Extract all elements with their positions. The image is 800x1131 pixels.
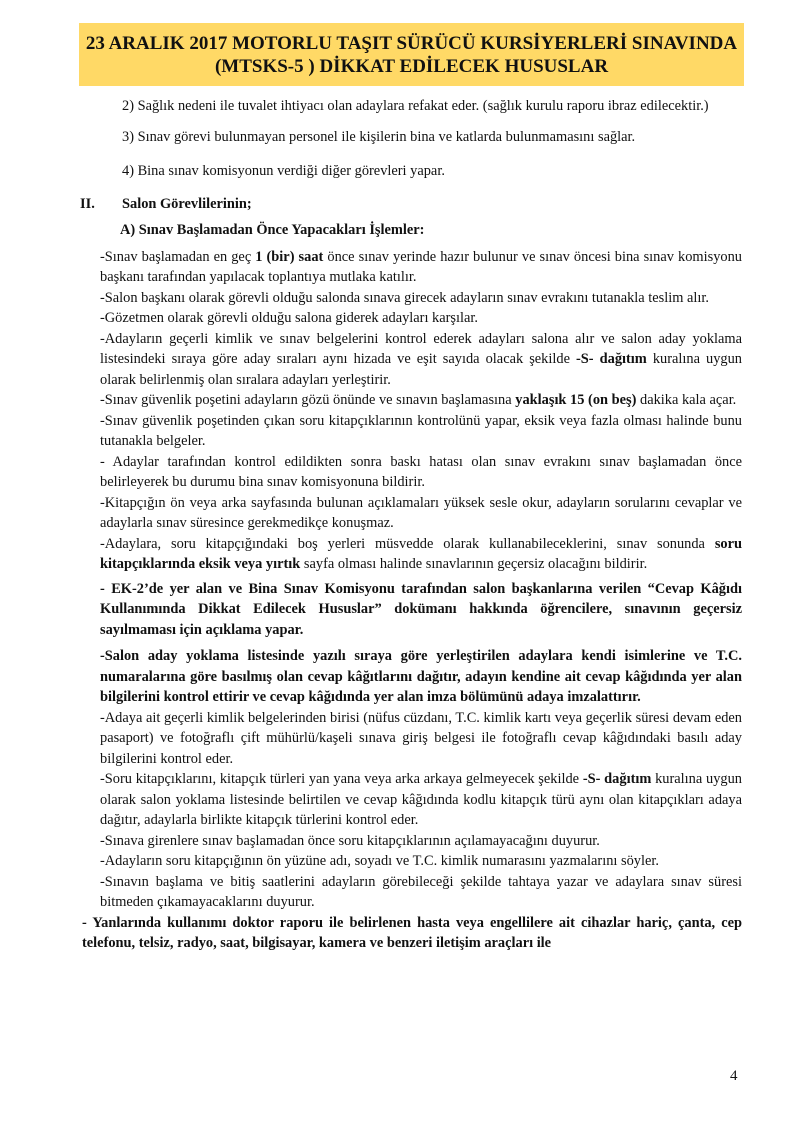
paragraph-5: -Sınav güvenlik poşetini adayların gözü önünde ve sınavın başlamasına yaklaşık 15 (on beş) dakika kala açar.	[100, 392, 737, 408]
paragraph-15: -Adayların soru kitapçığının ön yüzüne adı, soyadı ve T.C. kimlik numarasını yazmalarını söyler.	[100, 853, 659, 869]
paragraph-4: -Adayların geçerli kimlik ve sınav belgelerini kontrol ederek adayları salona alır ve salon aday yoklama listesindeki sıraya göre aday sıraları aynı hizada ve eşit sayıda olacak şekilde -S- dağıtım kuralına uygun olarak belirlenmiş olan sıralara adayları yerleştirir.	[100, 330, 742, 388]
page-number: 4	[730, 1068, 738, 1084]
paragraph-13: -Soru kitapçıklarını, kitapçık türleri yan yana veya arka arkaya gelmeyecek şekilde -S- dağıtım kuralına uygun olarak salon yoklama listesinde belirtilen ve cevap kâğıdında kodlu kitapçık türü aynı olan kitapçıkları adaya dağıtır, adaylarla birlikte kitapçık türlerini kontrol eder.	[100, 771, 742, 828]
paragraph-9: -Adaylara, soru kitapçığındaki boş yerleri müsvedde olarak kullanabileceklerini, sınav sonunda soru kitapçıklarında eksik veya yırtık sayfa olması halinde sınavlarının geçersiz olacağını bildirir.	[100, 535, 742, 572]
paragraph-3: -Gözetmen olarak görevli olduğu salona giderek adayları karşılar.	[100, 310, 479, 326]
paragraph-17: - Yanlarında kullanımı doktor raporu ile belirlenen hasta veya engellilere ait cihazlar hariç, çanta, cep telefonu, telsiz, radyo, saat, bilgisayar, kamera ve benzeri iletişim araçları ile	[82, 914, 742, 951]
section-heading	[80, 194, 742, 215]
section-title: Salon Görevlilerinin;	[122, 195, 252, 212]
paragraph-14: -Sınava girenlere sınav başlamadan önce soru kitapçıklarının açılamayacağını duyurur.	[100, 832, 600, 849]
paragraph-6: -Sınav güvenlik poşetinden çıkan soru kitapçıklarının kontrolünü yapar, eksik veya fazla olması halinde bunu tutanakla belgeler.	[100, 412, 742, 449]
paragraph-7: - Adaylar tarafından kontrol edildikten sonra baskı hatası olan sınav evrakını sınav başlamadan önce belirleyerek bu durumu bina sınav komisyonuna bildirir.	[100, 453, 742, 490]
document-header	[79, 23, 744, 86]
item-3: 3) Sınav görevi bulunmayan personel ile kişilerin bina ve katlarda bulunmamasını sağlar.	[122, 128, 636, 145]
paragraph-8: -Kitapçığın ön veya arka sayfasında bulunan açıklamaları yüksek sesle okur, adayların sorularını cevaplar ve adaylarla sınav süresince gerekmedikçe konuşmaz.	[100, 494, 742, 531]
item-4: 4) Bina sınav komisyonun verdiği diğer görevleri yapar.	[122, 163, 445, 179]
paragraph-11: -Salon aday yoklama listesinde yazılı sıraya göre yerleştirilen adaylara kendi isimlerine ve T.C. numaralarına göre basılmış olan cevap kâğıtlarını dağıtır, adayın kendine ait cevap kâğıdında yer alan bilgilerini kontrol ettirir ve cevap kâğıdında yer alan imza bölümünü adaya imzalattırır.	[100, 648, 742, 705]
document-body	[80, 96, 742, 954]
paragraph-10: - EK-2’de yer alan ve Bina Sınav Komisyonu tarafından salon başkanlarına verilen “Cevap Kâğıdı Kullanımında Dikkat Edilecek Hususlar” dokümanı hakkında öğrencilere, sınavının geçersiz sayılmaması için açıklama yapar.	[100, 580, 742, 638]
paragraph-16: -Sınavın başlama ve bitiş saatlerini adayların görebileceği şekilde tahtaya yazar ve adaylara sınav süresi bitmeden çıkamayacaklarını duyurur.	[100, 873, 742, 910]
section-number: II.	[80, 195, 95, 212]
item-2: 2) Sağlık nedeni ile tuvalet ihtiyacı olan adaylara refakat eder. (sağlık kurulu raporu ibraz edilecektir.)	[122, 98, 709, 114]
header-line-2: (MTSKS-5 ) DİKKAT EDİLECEK HUSUSLAR	[214, 55, 609, 77]
subsection-title: A) Sınav Başlamadan Önce Yapacakları İşlemler:	[120, 222, 425, 238]
header-line-1: 23 ARALIK 2017 MOTORLU TAŞIT SÜRÜCÜ KURSİYERLERİ SINAVINDA	[85, 32, 738, 54]
paragraph-1: -Sınav başlamadan en geç 1 (bir) saat önce sınav yerinde hazır bulunur ve sınav öncesi bina sınav komisyonu başkanı tarafından yapılacak toplantıya mutlaka katılır.	[100, 248, 742, 285]
paragraph-2: -Salon başkanı olarak görevli olduğu salonda sınava girecek adayların sınav evrakını tutanakla teslim alır.	[100, 289, 710, 306]
paragraph-12: -Adaya ait geçerli kimlik belgelerinden birisi (nüfus cüzdanı, T.C. kimlik kartı veya geçerlik süresi devam eden pasaport) ve fotoğraflı çift mühürlü/kaşeli sınava giriş belgesi ile fotoğraflı cevap kâğıdındaki basılı aday bilgilerini kontrol eder.	[100, 709, 742, 767]
